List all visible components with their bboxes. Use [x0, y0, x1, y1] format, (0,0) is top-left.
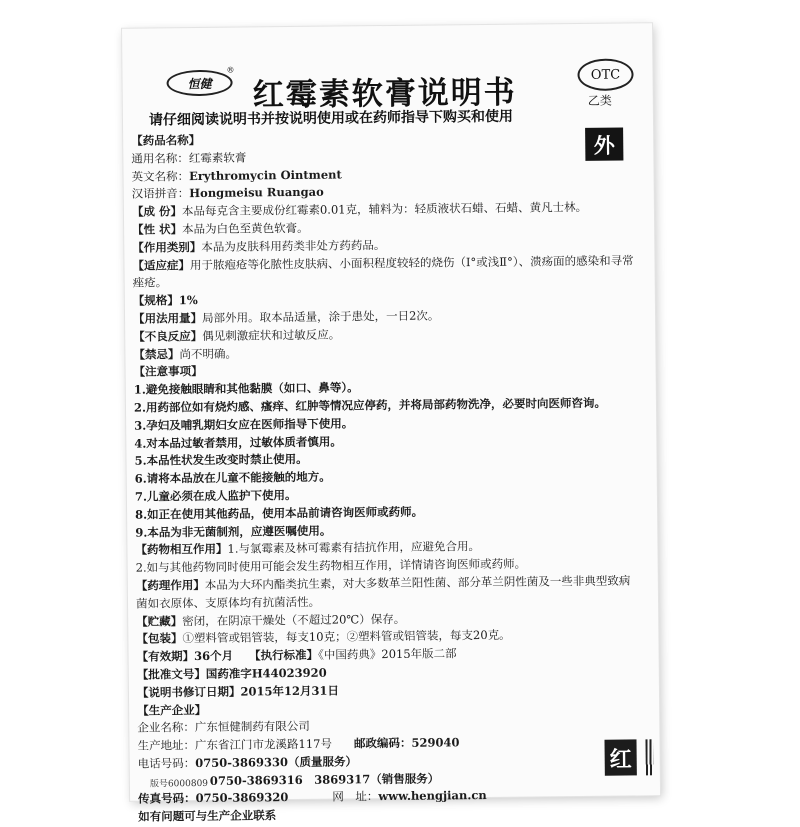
adverse-tag: 【不良反应】: [133, 328, 203, 344]
print-registration-stripe: [645, 739, 653, 775]
standard-tag: 【执行标准】: [249, 647, 319, 663]
instruction-body: [131, 127, 643, 826]
english-name: Erythromycin Ointment: [188, 167, 342, 183]
precaution-item: 3.孕妇及哺乳期妇女应在医师指导下使用。: [134, 416, 354, 433]
precaution-item: 5.本品性状发生改变时禁止使用。: [134, 452, 308, 469]
revision-value: 2015年12月31日: [240, 683, 340, 699]
storage-tag: 【贮藏】: [136, 613, 183, 629]
indication-section: [132, 252, 637, 293]
category-text: 本品为皮肤科用药类非处方药药品。: [201, 237, 386, 254]
approval-tag: 【批准文号】: [136, 666, 206, 682]
indication-tag: 【适应症】: [132, 257, 191, 273]
adverse-text: 偶见刺激症状和过敏反应。: [202, 327, 341, 343]
spec-value: 1%: [178, 293, 198, 308]
logo-text: 恒健: [187, 76, 212, 91]
properties-tag: 【性 状】: [132, 222, 183, 237]
pharmacology-text: 本品为大环内酯类抗生素，对大多数革兰阳性菌、部分革兰阴性菌及一些非典型致病菌如衣原体、支原体均有抗菌活性。: [135, 573, 631, 611]
usage-text: 局部外用。取本品适量，涂于患处，一日2次。: [201, 308, 440, 325]
precaution-item: 4.对本品过敏者禁用，过敏体质者慎用。: [134, 434, 342, 451]
company-name: 企业名称：广东恒健制药有限公司: [137, 719, 310, 735]
interaction-line-2: 2.如与其他药物同时使用可能会发生药物相互作用，详情请咨询医师或药师。: [135, 556, 527, 575]
precautions-heading: 【注意事项】: [133, 364, 203, 380]
storage-text: 密闭，在阴凉干燥处（不超过20℃）保存。: [182, 611, 406, 628]
validity-value: 36个月: [194, 648, 234, 664]
category-tag: 【作用类别】: [132, 239, 202, 255]
contraindication-tag: 【禁忌】: [133, 346, 180, 362]
precaution-item: 8.如正在使用其他药品，使用本品前请咨询医师或药师。: [135, 504, 424, 522]
interaction-tag: 【药物相互作用】: [135, 542, 228, 557]
precaution-item: 9.本品为非无菌制剂，应遵医嘱使用。: [135, 523, 332, 540]
registered-mark: ®: [226, 65, 235, 75]
website-label: 网 址：: [332, 789, 379, 805]
phone-quality: 0750-3869330（质量服务）: [195, 754, 358, 770]
usage-tag: 【用法用量】: [132, 310, 203, 326]
composition-tag: 【成 份】: [131, 204, 183, 219]
pharmacology-tag: 【药理作用】: [135, 577, 205, 593]
precaution-item: 7.儿童必须在成人监护下使用。: [134, 487, 297, 504]
document-title: 红霉素软膏说明书: [252, 74, 517, 114]
validity-tag: 【有效期】: [136, 649, 195, 664]
otc-label: OTC: [590, 67, 621, 83]
version-number: 版号6000809: [149, 778, 209, 790]
contraindication-text: 尚不明确。: [179, 346, 237, 361]
precaution-item: 6.请将本品放在儿童不能接触的地方。: [134, 469, 331, 486]
pinyin-label: 汉语拼音：: [131, 186, 190, 202]
postcode: 邮政编码：529040: [353, 735, 460, 751]
usage-warning: 请仔细阅读说明书并按说明使用或在药师指导下购买和使用: [148, 108, 514, 129]
color-code-badge: 红: [604, 739, 636, 775]
phone-sales: 0750-3869316 3869317（销售服务）: [209, 771, 440, 788]
pinyin: Hongmeisu Ruangao: [189, 185, 324, 201]
address: 生产地址：广东省江门市龙溪路117号: [137, 736, 333, 753]
properties-text: 本品为白色至黄色软膏。: [182, 220, 309, 237]
drug-name-heading: 【药品名称】: [131, 132, 201, 148]
approval-value: 国药准字H44023920: [205, 665, 327, 681]
standard-value: 《中国药典》2015年版二部: [318, 646, 457, 662]
otc-badge: [577, 58, 633, 91]
pharmacology-section: [136, 572, 641, 613]
phone-label: 电话号码：: [137, 755, 196, 771]
instruction-sheet: [122, 23, 660, 824]
company-logo: [166, 70, 232, 97]
english-name-label: 英文名称：: [131, 168, 190, 184]
spec-tag: 【规格】: [132, 293, 179, 308]
common-name: 通用名称：红霉素软膏: [131, 150, 247, 166]
revision-tag: 【说明书修订日期】: [136, 684, 241, 700]
contact-note: 如有问题可与生产企业联系: [138, 808, 277, 824]
manufacturer-heading: 【生产企业】: [137, 702, 207, 718]
otc-class-label: 乙类: [587, 93, 612, 108]
interaction-text-1: 1.与氯霉素及林可霉素有拮抗作用，应避免合用。: [227, 539, 481, 557]
precaution-item: 1.避免接触眼睛和其他黏膜（如口、鼻等）。: [133, 380, 359, 397]
package-text: ①塑料管或铝管装，每支10克；②塑料管或铝管装，每支20克。: [182, 628, 511, 646]
indication-text: 用于脓疱疮等化脓性皮肤病、小面积程度较轻的烧伤（Ⅰ°或浅Ⅱ°）、溃疡面的感染和寻常痤疮。: [132, 253, 634, 291]
fax: 传真号码：0750-3869320: [138, 790, 289, 807]
external-use-badge: 外: [585, 128, 623, 161]
package-tag: 【包装】: [136, 631, 183, 646]
composition-text: 本品每克含主要成份红霉素0.01克，辅料为：轻质液状石蜡、石蜡、黄凡士林。: [181, 200, 588, 219]
precaution-item: 2.用药部位如有烧灼感、瘙痒、红肿等情况应停药，并将局部药物洗净，必要时向医师咨询。: [133, 395, 607, 415]
website: www.hengjian.cn: [378, 788, 487, 804]
